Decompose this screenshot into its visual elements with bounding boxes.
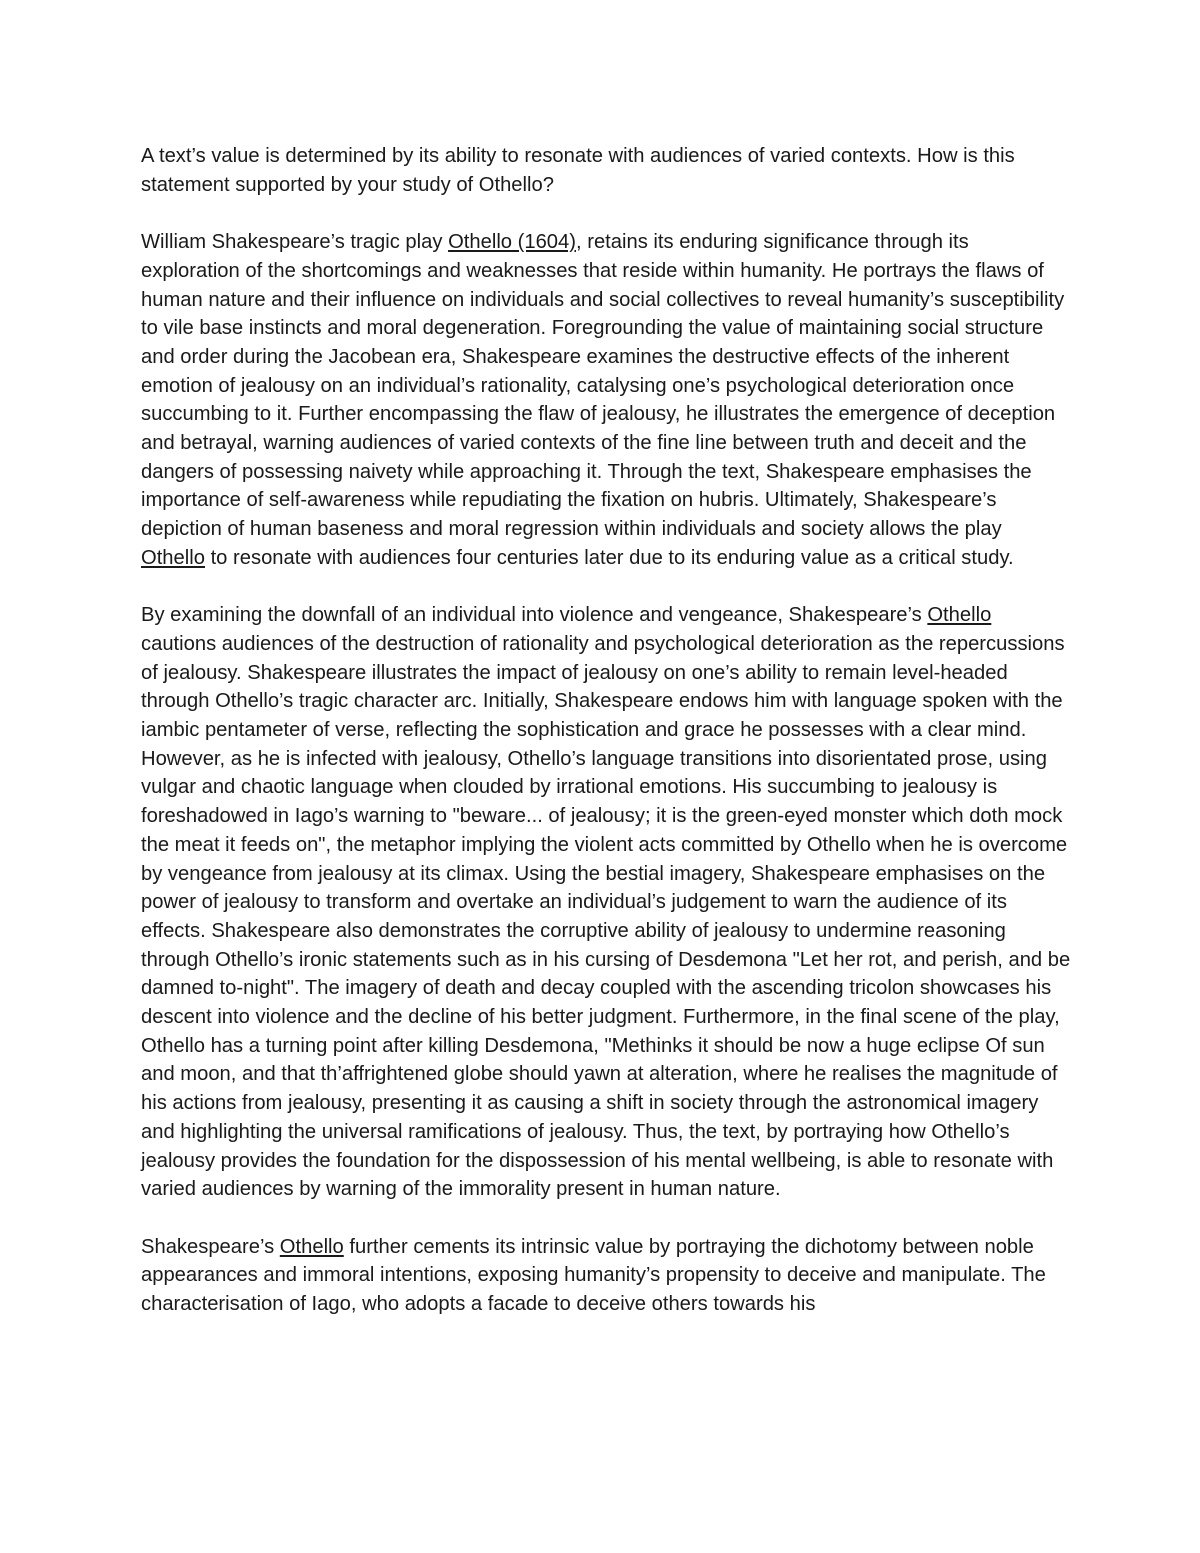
document-body — [141, 142, 1071, 1347]
paragraph-text: By examining the downfall of an individual into violence and vengeance, Shakespeare’s — [141, 604, 928, 627]
paragraph-body-jealousy — [141, 601, 1071, 1204]
essay-question: A text’s value is determined by its ability to resonate with audiences of varied contexts. How is this statement supported by your study of Othello? — [141, 145, 1015, 196]
paragraph-body-deception — [141, 1233, 1071, 1319]
paragraph-text: further cements its intrinsic value by portraying the dichotomy between noble appearances and immoral intentions, exposing humanity’s propensity to deceive and manipulate. The characterisation of Iago, who adopts a facade to deceive others towards his — [141, 1235, 1046, 1316]
paragraph-text: , retains its enduring significance through its exploration of the shortcomings and weaknesses that reside within humanity. He portrays the flaws of human nature and their influence on individuals and social collectives to reveal humanity’s susceptibility to vile base instincts and moral degeneration. Foregrounding the value of maintaining social structure and order during the Jacobean era, Shakespeare examines the destructive effects of the inherent emotion of jealousy on an individual’s rationality, catalysing one’s psychological deterioration once succumbing to it. Further encompassing the flaw of jealousy, he illustrates the emergence of deception and betrayal, warning audiences of varied contexts of the fine line between truth and deceit and the dangers of possessing naivety while approaching it. Through the text, Shakespeare emphasises the importance of self-awareness while repudiating the fixation on hubris. Ultimately, Shakespeare’s depiction of human baseness and moral regression within individuals and society allows the play — [141, 231, 1065, 541]
paragraph-text: to resonate with audiences four centuries later due to its enduring value as a critical study. — [204, 546, 1014, 569]
paragraph-text: William Shakespeare’s tragic play — [141, 231, 449, 254]
paragraph-text: cautions audiences of the destruction of rationality and psychological deterioration as the repercussions of jealousy. Shakespeare illustrates the impact of jealousy on one’s ability to remain level-headed through Othello’s tragic character arc. Initially, Shakespeare endows him with language spoken with the iambic pentameter of verse, reflecting the sophistication and grace he possesses with a clear mind. However, as he is infected with jealousy, Othello’s language transitions into disorientated prose, using vulgar and chaotic language when clouded by irrational emotions. His succumbing to jealousy is foreshadowed in Iago’s warning to "beware... of jealousy; it is the green-eyed monster which doth mock the meat it feeds on", the metaphor implying the violent acts committed by Othello when he is overcome by vengeance from jealousy at its climax. Using the bestial imagery, Shakespeare emphasises on the power of jealousy to transform and overtake an individual’s judgement to warn the audience of its effects. Shakespeare also demonstrates the corruptive ability of jealousy to undermine reasoning through Othello’s ironic statements such as in his cursing of Desdemona "Let her rot, and perish, and be damned to-night". The imagery of death and decay coupled with the ascending tricolon showcases his descent into violence and the decline of his better judgment. Furthermore, in the final scene of the play, Othello has a turning point after killing Desdemona, "Methinks it should be now a huge eclipse Of sun and moon, and that th’affrightened globe should yawn at alteration, where he realises the magnitude of his actions from jealousy, presenting it as causing a shift in society through the astronomical imagery and highlighting the universal ramifications of jealousy. Thus, the text, by portraying how Othello’s jealousy provides the foundation for the dispossession of his mental wellbeing, is able to resonate with varied audiences by warning of the immorality present in human nature. — [141, 632, 1071, 1201]
work-title: Othello — [141, 546, 205, 569]
work-title: Othello — [279, 1235, 344, 1258]
work-title: Othello — [927, 604, 992, 627]
paragraph-text: Shakespeare’s — [141, 1235, 280, 1258]
paragraph-introduction — [141, 228, 1071, 572]
work-title: Othello (1604) — [448, 231, 576, 254]
